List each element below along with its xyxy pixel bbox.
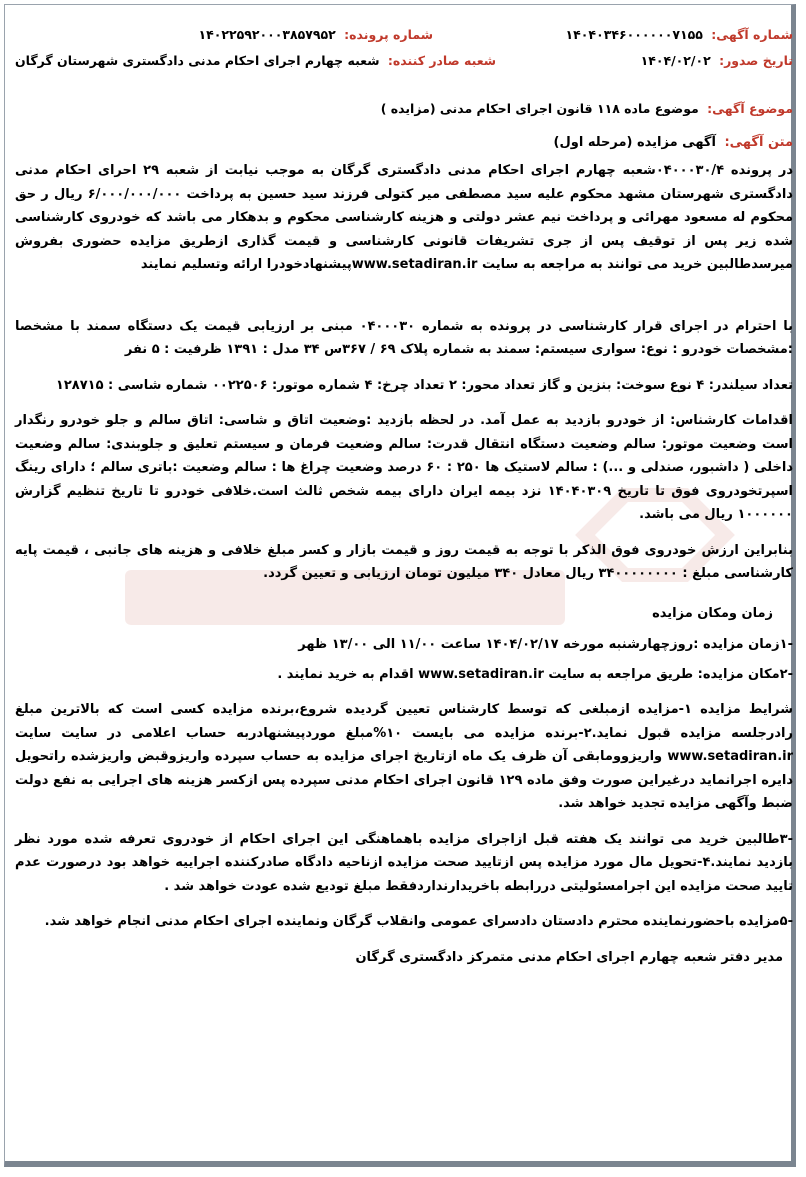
intro-paragraph: در پرونده ۰۴۰۰۰۳۰/۴شعبه چهارم اجرای احکام مدنی دادگستری گرگان به موجب نیابت از شعبه ۲۹ احرای احکام مدنی دادگستری شهرستان مشهد محکوم علیه سید مصطفی میر کتولی فرزند سید حسین به پرداخت ۶/۰۰۰/۰۰۰/۰۰۰ ریال ر حق محکوم له مسعود مهرائی و پرداخت نیم عشر دولتی و هزینه کارشناسی محکوم و بدهکار می باشد که خودروی کارشناسی شده زیر پس از توقیف پس از جری تشریفات قانونی کارشناسی و قیمت گذاری ازطریق مزایده حضوری بفروش میرسدطالبین خرید می توانند به مراجعه به سایت www.setadiran.irپیشنهادخودرا ارائه وتسلیم نمایند: [15, 163, 793, 272]
case-number-value: ۱۴۰۲۲۵۹۲۰۰۰۳۸۵۷۹۵۲: [198, 27, 336, 42]
header-row-2: [15, 53, 793, 79]
specs-paragraph: تعداد سیلندر: ۴ نوع سوخت: بنزین و گاز تعداد محور: ۲ تعداد چرخ: ۴ شماره موتور: ۰۰۲۲۵۰۶ شماره شاسی : ۱۲۸۷۱۵: [55, 377, 793, 393]
notice-frame: [4, 4, 796, 1167]
subject-value: موضوع ماده ۱۱۸ قانون اجرای احکام مدنی (مزایده ): [380, 101, 699, 116]
issuer: [15, 53, 496, 68]
notice-document: [15, 27, 793, 969]
notice-number-value: ۱۴۰۴۰۳۴۶۰۰۰۰۰۰۷۱۵۵: [565, 27, 703, 42]
buyers-paragraph: -۳طالبین خرید می توانند یک هفته قبل ازاجرای مزایده باهماهنگی این اجرای احکام از خودروی تعرفه شده مورد نظر بازدید نمایند.۴-تحویل مال مورد مزایده پس ازتایید صحت مزایده ازناحیه دادگاه صادرکننده اجراییه خواهد بود درصورت عدم تایید صحت مزایده این اجرامسئولیتی دررابطه باخریدارندارد‌فقط مبلغ تودیع شده عودت خواهد شد .: [15, 831, 793, 894]
issuer-label: شعبه صادر کننده:: [387, 53, 497, 68]
text-label: متن آگهی:: [724, 135, 793, 150]
signature: مدیر دفتر شعبه چهارم اجرای احکام مدنی متمرکز دادگستری گرگان: [355, 949, 783, 965]
actions-paragraph: اقدامات کارشناس: از خودرو بازدید به عمل آمد. در لحظه بازدید :وضعیت اتاق و شاسی: اتاق سالم و جلو خودرو رنگدار است وضعیت موتور: سالم وضعیت دستگاه انتقال قدرت: سالم وضعیت فرمان و سیستم تعلیق و جلوبندی: سالم وضعیت داخلی ( داشبور، صندلی و ...) : سالم لاستیک ها ۲۵۰ : ۶۰ درصد وضعیت چراغ ها : سالم وضعیت :باتری سالم ؛ دارای رینگ اسپرتخودروی فوق تا تاریخ ۱۴۰۴۰۳۰۹ نزد بیمه ایران دارای بیمه شخص ثالث است.خلافی خودرو تا تاریخ تنظیم گزارش ۱۰۰۰۰۰۰ ریال می باشد.: [15, 413, 793, 522]
time-place-title: زمان ومکان مزایده: [652, 605, 773, 621]
issue-date-value: ۱۴۰۴/۰۲/۰۲: [640, 53, 711, 68]
issue-date-label: تاریخ صدور:: [719, 53, 793, 68]
auction-place: -۲مکان مزایده: طریق مراجعه به سایت www.setadiran.ir اقدام به خرید نمایند .: [277, 666, 793, 682]
case-number: [15, 27, 433, 42]
case-number-label: شماره پرونده:: [344, 27, 433, 42]
notice-text-heading: [15, 135, 793, 159]
issue-date: [496, 53, 793, 68]
header-row-1: [15, 27, 793, 53]
presence-paragraph: -۵مزایده باحضورنماینده محترم دادستان دادسرای عمومی وانقلاب گرگان ونماینده اجرای احکام مدنی انجام خواهد شد.: [44, 914, 793, 929]
valuation-paragraph: بنابراین ارزش خودروی فوق الذکر با توجه به قیمت روز و قیمت بازار و کسر مبلغ خلافی و هزینه های جانبی ، قیمت پایه کارشناسی مبلغ : ۳۴۰۰۰۰۰۰۰۰ ریال معادل ۳۴۰ میلیون تومان ارزیابی و تعیین گردد.: [15, 542, 793, 581]
notice-subject: [15, 101, 793, 125]
auction-time: -۱زمان مزایده :روزچهارشنبه مورخه ۱۴۰۴/۰۲/۱۷ ساعت ۱۱/۰۰ الی ۱۳/۰۰ ظهر: [298, 637, 793, 652]
notice-number-label: شماره آگهی:: [711, 27, 793, 42]
text-heading-value: آگهی مزایده (مرحله اول): [553, 135, 716, 150]
issuer-value: شعبه چهارم اجرای احکام مدنی دادگستری شهرستان گرگان: [15, 53, 380, 68]
notice-number: [433, 27, 793, 42]
subject-label: موضوع آگهی:: [707, 101, 793, 116]
conditions-paragraph: شرایط مزایده ۱-مزایده ازمبلغی که توسط کارشناس تعیین گردیده شروع،برنده مزایده کسی است که بالاترین مبلغ رادرجلسه مزایده قبول نماید.۲-برنده مزایده می بایست ۱۰%مبلغ موردپیشنهادربه حساب اعلامی در سایت سایت www.setadiran.ir واریزوومابقی آن ظرف یک ماه ازتاریخ اجرای مزایده به حساب سپرده واریزوقبض واریزشده راتحویل دایره اجرانماید درغیراین صورت وفق ماده ۱۲۹ قانون اجرای احکام مدنی سپرده پس ازکسر هزینه های اجرایی به نفع دولت ضبط وآگهی مزایده تجدید خواهد شد.: [15, 702, 793, 811]
expert-paragraph: با احترام در اجرای قرار کارشناسی در پرونده به شماره ۰۴۰۰۰۳۰ مبنی بر ارزیابی قیمت یک دستگاه سمند با مشخصا :مشخصات خودرو : نوع: سواری سیستم: سمند به شماره پلاک ۶۹ / ۳۶۷س ۳۴ مدل : ۱۳۹۱ ظرفیت : ۵ نفر: [15, 318, 793, 357]
